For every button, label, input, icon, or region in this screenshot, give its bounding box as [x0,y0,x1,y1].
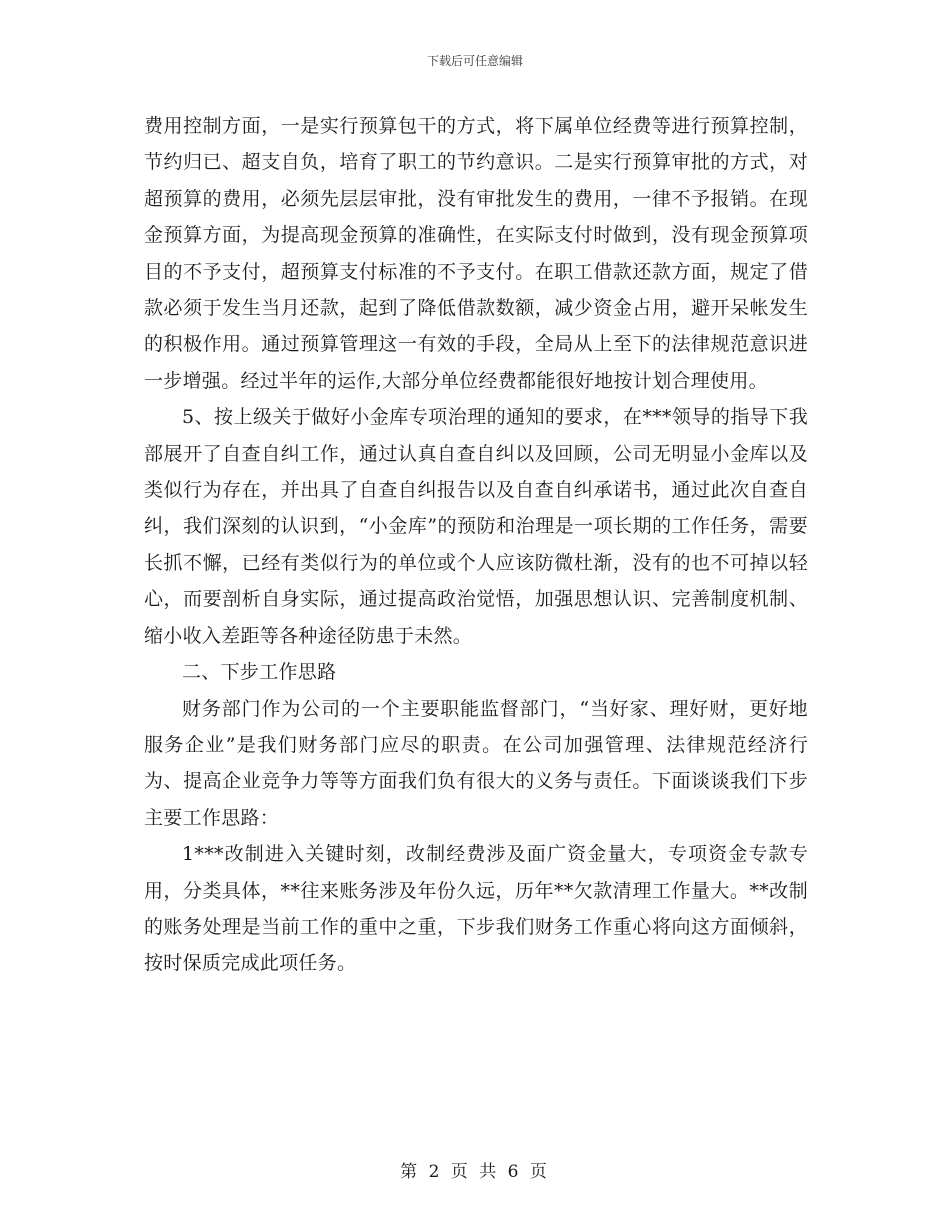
section-heading-next-steps: 二、下步工作思路 [182,661,337,684]
document-body [144,108,808,982]
paragraph-small-treasury: 5、按上级关于做好小金库专项治理的通知的要求，在***领导的指导下我部展开了自查自纠工作，通过认真自查自纠以及回顾，公司无明显小金库以及类似行为存在，并出具了自查自纠报告以及自查自纠承诺书，通过此次自查自纠，我们深刻的认识到，“小金库”的预防和治理是一项长期的工作任务，需要长抓不懈，已经有类似行为的单位或个人应该防微杜渐，没有的也不可掉以轻心，而要剖析自身实际，通过提高政治觉悟，加强思想认识、完善制度机制、缩小收入差距等各种途径防患于未然。 [144,406,808,647]
page-header: 下载后可任意编辑 [426,54,523,68]
page-number: 第 2 页 共 6 页 [400,1162,550,1182]
paragraph-expense-control: 费用控制方面，一是实行预算包干的方式，将下属单位经费等进行预算控制，节约归已、超支自负，培育了职工的节约意识。二是实行预算审批的方式，对超预算的费用，必须先层层审批，没有审批发生的费用，一律不予报销。在现金预算方面，为提高现金预算的准确性，在实际支付时做到，没有现金预算项目的不予支付，超预算支付标准的不予支付。在职工借款还款方面，规定了借款必须于发生当月还款，起到了降低借款数额，减少资金占用，避开呆帐发生的积极作用。通过预算管理这一有效的手段，全局从上至下的法律规范意识进一步增强。经过半年的运作,大部分单位经费都能很好地按计划合理使用。 [144,115,808,392]
paragraph-restructuring: 1***改制进入关键时刻，改制经费涉及面广资金量大，专项资金专款专用，分类具体，**往来账务涉及年份久远，历年**欠款清理工作量大。**改制的账务处理是当前工作的重中之重，下步我们财务工作重心将向这方面倾斜，按时保质完成此项任务。 [144,843,808,975]
paragraph-finance-role: 财务部门作为公司的一个主要职能监督部门，“当好家、理好财，更好地服务企业”是我们财务部门应尽的职责。在公司加强管理、法律规范经济行为、提高企业竞争力等等方面我们负有很大的义务与责任。下面谈谈我们下步主要工作思路： [144,697,808,829]
